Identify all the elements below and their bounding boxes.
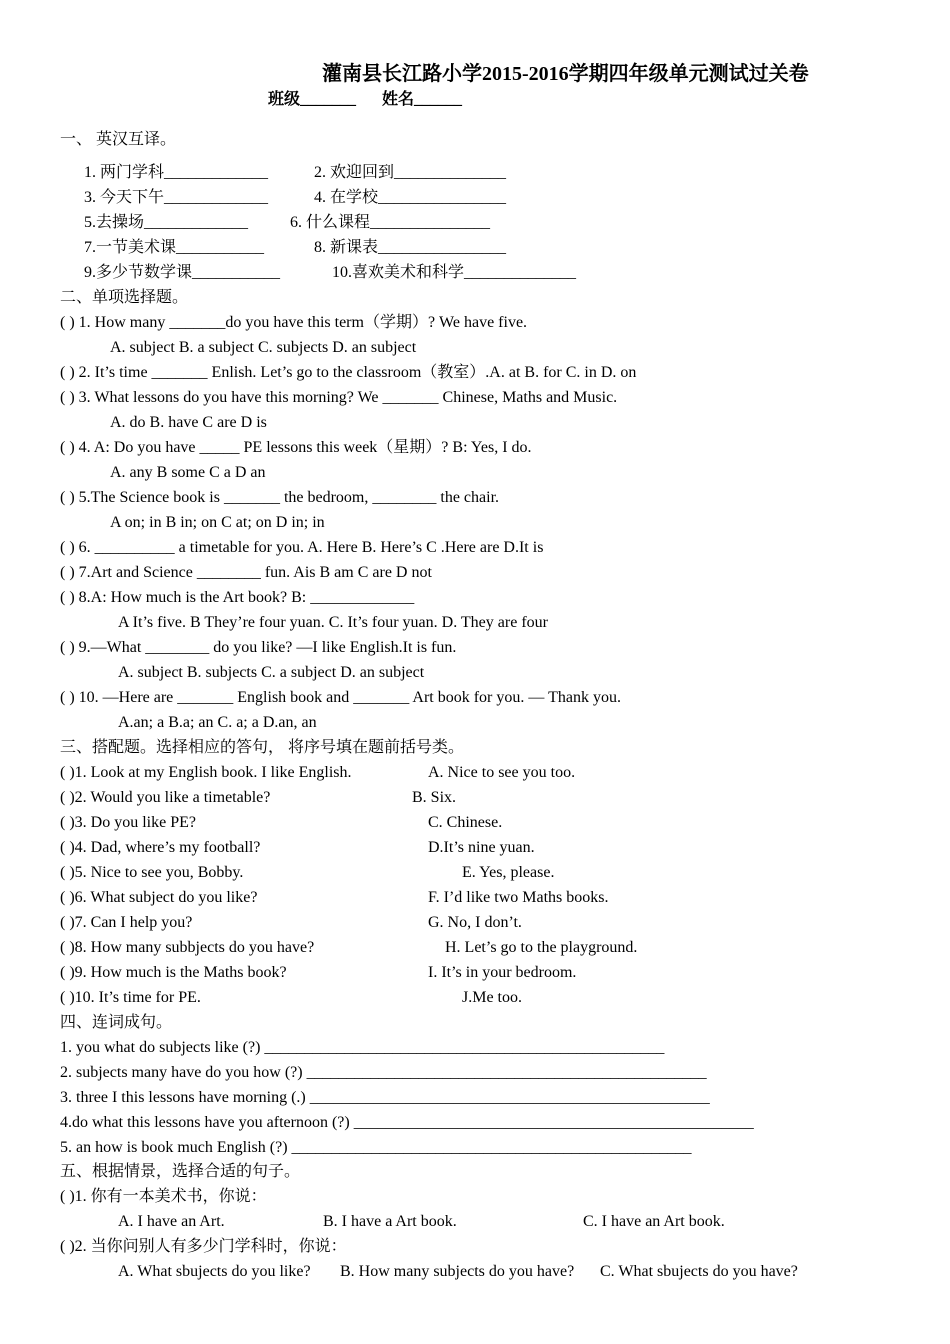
s4-line-3: 3. three I this lessons have morning (.) __________________________________________________ xyxy=(60,1089,710,1106)
s4-line-5: 5. an how is book much English (?) __________________________________________________ xyxy=(60,1139,692,1156)
section2-heading: 二、单项选择题。 xyxy=(60,289,189,306)
s4-line-2: 2. subjects many have do you how (?) __________________________________________________ xyxy=(60,1064,707,1081)
s3-question-8: ( )8. How many subbjects do you have? xyxy=(60,939,315,956)
s4-line-4: 4.do what this lessons have you afternoon (?) __________________________________________________ xyxy=(60,1114,754,1131)
s5-q1: ( )1. 你有一本美术书，你说： xyxy=(60,1188,267,1205)
s3-question-2: ( )2. Would you like a timetable? xyxy=(60,789,271,806)
s3-answer-j: J.Me too. xyxy=(462,989,522,1006)
s3-answer-g: G. No, I don’t. xyxy=(428,914,522,931)
s2-q10: ( ) 10. —Here are _______ English book and _______ Art book for you. — Thank you. xyxy=(60,689,621,706)
s3-answer-e: E. Yes, please. xyxy=(462,864,555,881)
s1-item-7: 7.一节美术课___________ xyxy=(84,239,265,256)
s1-item-4: 4. 在学校________________ xyxy=(314,189,507,206)
s2-q4: ( ) 4. A: Do you have _____ PE lessons this week（星期）? B: Yes, I do. xyxy=(60,439,532,456)
s2-q9: ( ) 9.—What ________ do you like? —I like English.It is fun. xyxy=(60,639,457,656)
s1-item-8: 8. 新课表________________ xyxy=(314,239,507,256)
s3-question-6: ( )6. What subject do you like? xyxy=(60,889,258,906)
s2-q3-options: A. do B. have C are D is xyxy=(110,414,267,431)
s3-question-4: ( )4. Dad, where’s my football? xyxy=(60,839,261,856)
s5-q1-option-c: C. I have an Art book. xyxy=(583,1213,725,1230)
page-title: 灌南县长江路小学2015-2016学期四年级单元测试过关卷 xyxy=(322,63,809,85)
s5-q2-option-a: A. What sbujects do you like? xyxy=(118,1263,311,1280)
s2-q5-options: A on; in B in; on C at; on D in; in xyxy=(110,514,325,531)
s1-item-5: 5.去操场_____________ xyxy=(84,214,249,231)
s3-answer-c: C. Chinese. xyxy=(428,814,503,831)
s2-q8-options: A It’s five. B They’re four yuan. C. It’s four yuan. D. They are four xyxy=(118,614,548,631)
s3-answer-i: I. It’s in your bedroom. xyxy=(428,964,577,981)
s2-q5: ( ) 5.The Science book is _______ the bedroom, ________ the chair. xyxy=(60,489,500,506)
s3-question-5: ( )5. Nice to see you, Bobby. xyxy=(60,864,244,881)
s5-q2-option-b: B. How many subjects do you have? xyxy=(340,1263,575,1280)
s2-q3: ( ) 3. What lessons do you have this morning? We _______ Chinese, Maths and Music. xyxy=(60,389,618,406)
s1-item-9: 9.多少节数学课___________ xyxy=(84,264,281,281)
s1-item-10: 10.喜欢美术和科学______________ xyxy=(332,264,577,281)
s2-q9-options: A. subject B. subjects C. a subject D. an subject xyxy=(118,664,425,681)
s3-question-9: ( )9. How much is the Maths book? xyxy=(60,964,287,981)
s1-item-2: 2. 欢迎回到______________ xyxy=(314,164,507,181)
section3-heading: 三、搭配题。选择相应的答句， 将序号填在题前括号类。 xyxy=(60,739,465,756)
s2-q6: ( ) 6. __________ a timetable for you. A. Here B. Here’s C .Here are D.It is xyxy=(60,539,544,556)
s2-q1: ( ) 1. How many _______do you have this term（学期）? We have five. xyxy=(60,314,528,331)
s3-answer-a: A. Nice to see you too. xyxy=(428,764,576,781)
s5-q1-option-a: A. I have an Art. xyxy=(118,1213,225,1230)
s2-q7: ( ) 7.Art and Science ________ fun. Ais B am C are D not xyxy=(60,564,432,581)
s5-q1-option-b: B. I have a Art book. xyxy=(323,1213,457,1230)
section4-heading: 四、连词成句。 xyxy=(60,1014,173,1031)
s3-answer-f: F. I’d like two Maths books. xyxy=(428,889,609,906)
s3-answer-h: H. Let’s go to the playground. xyxy=(445,939,638,956)
s3-question-10: ( )10. It’s time for PE. xyxy=(60,989,201,1006)
s3-answer-d: D.It’s nine yuan. xyxy=(428,839,535,856)
s2-q2: ( ) 2. It’s time _______ Enlish. Let’s go to the classroom（教室）.A. at B. for C. in D. on xyxy=(60,364,637,381)
name-field: 姓名______ xyxy=(382,91,463,108)
s3-question-3: ( )3. Do you like PE? xyxy=(60,814,196,831)
s2-q1-options: A. subject B. a subject C. subjects D. an subject xyxy=(110,339,417,356)
s3-question-7: ( )7. Can I help you? xyxy=(60,914,193,931)
s5-q2-option-c: C. What sbujects do you have? xyxy=(600,1263,798,1280)
section5-heading: 五、根据情景，选择合适的句子。 xyxy=(60,1163,301,1180)
s1-item-3: 3. 今天下午_____________ xyxy=(84,189,269,206)
s3-question-1: ( )1. Look at my English book. I like English. xyxy=(60,764,352,781)
s1-item-6: 6. 什么课程_______________ xyxy=(290,214,491,231)
s2-q4-options: A. any B some C a D an xyxy=(110,464,266,481)
class-field: 班级_______ xyxy=(268,91,357,108)
s4-line-1: 1. you what do subjects like (?) __________________________________________________ xyxy=(60,1039,665,1056)
section1-heading: 一、 英汉互译。 xyxy=(60,131,177,148)
s2-q10-options: A.an; a B.a; an C. a; a D.an, an xyxy=(118,714,317,731)
s2-q8: ( ) 8.A: How much is the Art book? B: _____________ xyxy=(60,589,415,606)
s3-answer-b: B. Six. xyxy=(412,789,457,806)
s5-q2: ( )2. 当你问别人有多少门学科时，你说： xyxy=(60,1238,347,1255)
s1-item-1: 1. 两门学科_____________ xyxy=(84,164,269,181)
